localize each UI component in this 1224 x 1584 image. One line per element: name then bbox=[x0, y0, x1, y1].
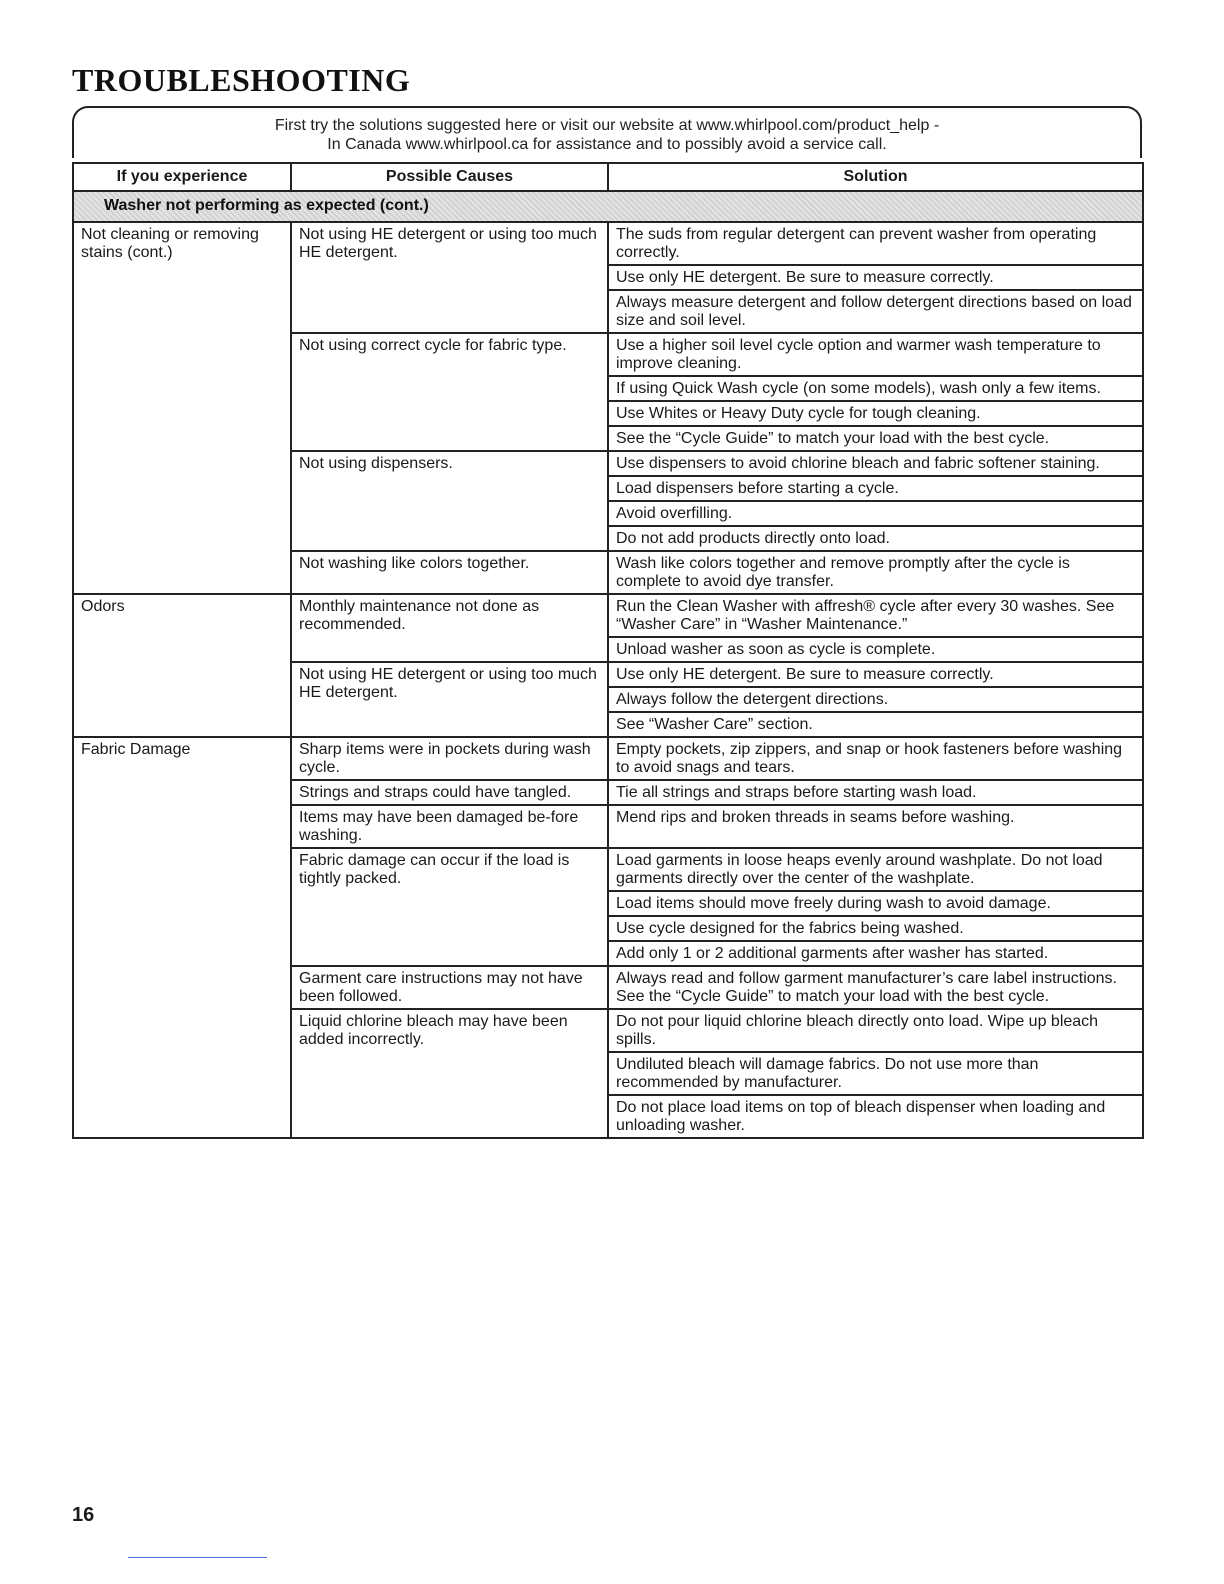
header-causes: Possible Causes bbox=[291, 163, 608, 191]
symptom-cell: Not cleaning or removing stains (cont.) bbox=[73, 222, 291, 594]
header-symptom: If you experience bbox=[73, 163, 291, 191]
solution-cell: Avoid overfilling. bbox=[608, 501, 1143, 526]
solution-cell: Load garments in loose heaps evenly around washplate. Do not load garments directly over the center of the washplate. bbox=[608, 848, 1143, 891]
page-title: TROUBLESHOOTING bbox=[72, 62, 411, 98]
solution-cell: Unload washer as soon as cycle is complete. bbox=[608, 637, 1143, 662]
table-row bbox=[73, 737, 1143, 780]
footer-divider bbox=[128, 1557, 267, 1558]
solution-cell: Wash like colors together and remove promptly after the cycle is complete to avoid dye transfer. bbox=[608, 551, 1143, 594]
solution-cell: Use Whites or Heavy Duty cycle for tough cleaning. bbox=[608, 401, 1143, 426]
solution-cell: Use only HE detergent. Be sure to measure correctly. bbox=[608, 662, 1143, 687]
intro-line-2: In Canada www.whirlpool.ca for assistance and to possibly avoid a service call. bbox=[327, 136, 887, 153]
table-header-row bbox=[73, 163, 1143, 191]
solution-cell: Do not place load items on top of bleach dispenser when loading and unloading washer. bbox=[608, 1095, 1143, 1138]
cause-cell: Liquid chlorine bleach may have been added incorrectly. bbox=[291, 1009, 608, 1138]
cause-cell: Sharp items were in pockets during wash cycle. bbox=[291, 737, 608, 780]
page-number: 16 bbox=[72, 1504, 95, 1526]
cause-cell: Items may have been damaged be-fore washing. bbox=[291, 805, 608, 848]
solution-cell: Use dispensers to avoid chlorine bleach and fabric softener staining. bbox=[608, 451, 1143, 476]
cause-cell: Not using correct cycle for fabric type. bbox=[291, 333, 608, 451]
cause-cell: Monthly maintenance not done as recommended. bbox=[291, 594, 608, 662]
solution-cell: Always measure detergent and follow detergent directions based on load size and soil level. bbox=[608, 290, 1143, 333]
symptom-cell: Odors bbox=[73, 594, 291, 737]
solution-cell: Use cycle designed for the fabrics being washed. bbox=[608, 916, 1143, 941]
table-row bbox=[73, 594, 1143, 637]
solution-cell: Do not pour liquid chlorine bleach directly onto load. Wipe up bleach spills. bbox=[608, 1009, 1143, 1052]
section-title: Washer not performing as expected (cont.) bbox=[73, 191, 1143, 222]
solution-cell: Add only 1 or 2 additional garments after washer has started. bbox=[608, 941, 1143, 966]
solution-cell: Load items should move freely during wash to avoid damage. bbox=[608, 891, 1143, 916]
intro-text bbox=[74, 108, 1140, 158]
solution-cell: Always follow the detergent directions. bbox=[608, 687, 1143, 712]
cause-cell: Not washing like colors together. bbox=[291, 551, 608, 594]
intro-line-1: First try the solutions suggested here or visit our website at www.whirlpool.com/product_help - bbox=[274, 117, 940, 134]
solution-cell: Run the Clean Washer with affresh® cycle after every 30 washes. See “Washer Care” in “Washer Maintenance.” bbox=[608, 594, 1143, 637]
solution-cell: Tie all strings and straps before starting wash load. bbox=[608, 780, 1143, 805]
solution-cell: Do not add products directly onto load. bbox=[608, 526, 1143, 551]
solution-cell: The suds from regular detergent can prevent washer from operating correctly. bbox=[608, 222, 1143, 265]
solution-cell: See “Washer Care” section. bbox=[608, 712, 1143, 737]
solution-cell: Use a higher soil level cycle option and warmer wash temperature to improve cleaning. bbox=[608, 333, 1143, 376]
solution-cell: If using Quick Wash cycle (on some models), wash only a few items. bbox=[608, 376, 1143, 401]
header-solution: Solution bbox=[608, 163, 1143, 191]
cause-cell: Strings and straps could have tangled. bbox=[291, 780, 608, 805]
troubleshooting-table bbox=[72, 162, 1144, 1139]
solution-cell: Load dispensers before starting a cycle. bbox=[608, 476, 1143, 501]
solution-cell: Empty pockets, zip zippers, and snap or hook fasteners before washing to avoid snags and tears. bbox=[608, 737, 1143, 780]
intro-box bbox=[72, 106, 1142, 158]
cause-cell: Not using HE detergent or using too much HE detergent. bbox=[291, 662, 608, 737]
solution-cell: Use only HE detergent. Be sure to measure correctly. bbox=[608, 265, 1143, 290]
cause-cell: Not using HE detergent or using too much HE detergent. bbox=[291, 222, 608, 333]
solution-cell: See the “Cycle Guide” to match your load with the best cycle. bbox=[608, 426, 1143, 451]
section-row bbox=[73, 191, 1143, 222]
cause-cell: Garment care instructions may not have been followed. bbox=[291, 966, 608, 1009]
solution-cell: Undiluted bleach will damage fabrics. Do not use more than recommended by manufacturer. bbox=[608, 1052, 1143, 1095]
cause-cell: Not using dispensers. bbox=[291, 451, 608, 551]
cause-cell: Fabric damage can occur if the load is tightly packed. bbox=[291, 848, 608, 966]
solution-cell: Mend rips and broken threads in seams before washing. bbox=[608, 805, 1143, 848]
symptom-cell: Fabric Damage bbox=[73, 737, 291, 1138]
table-row bbox=[73, 222, 1143, 265]
solution-cell: Always read and follow garment manufacturer’s care label instructions. See the “Cycle Guide” to match your load with the best cycle. bbox=[608, 966, 1143, 1009]
